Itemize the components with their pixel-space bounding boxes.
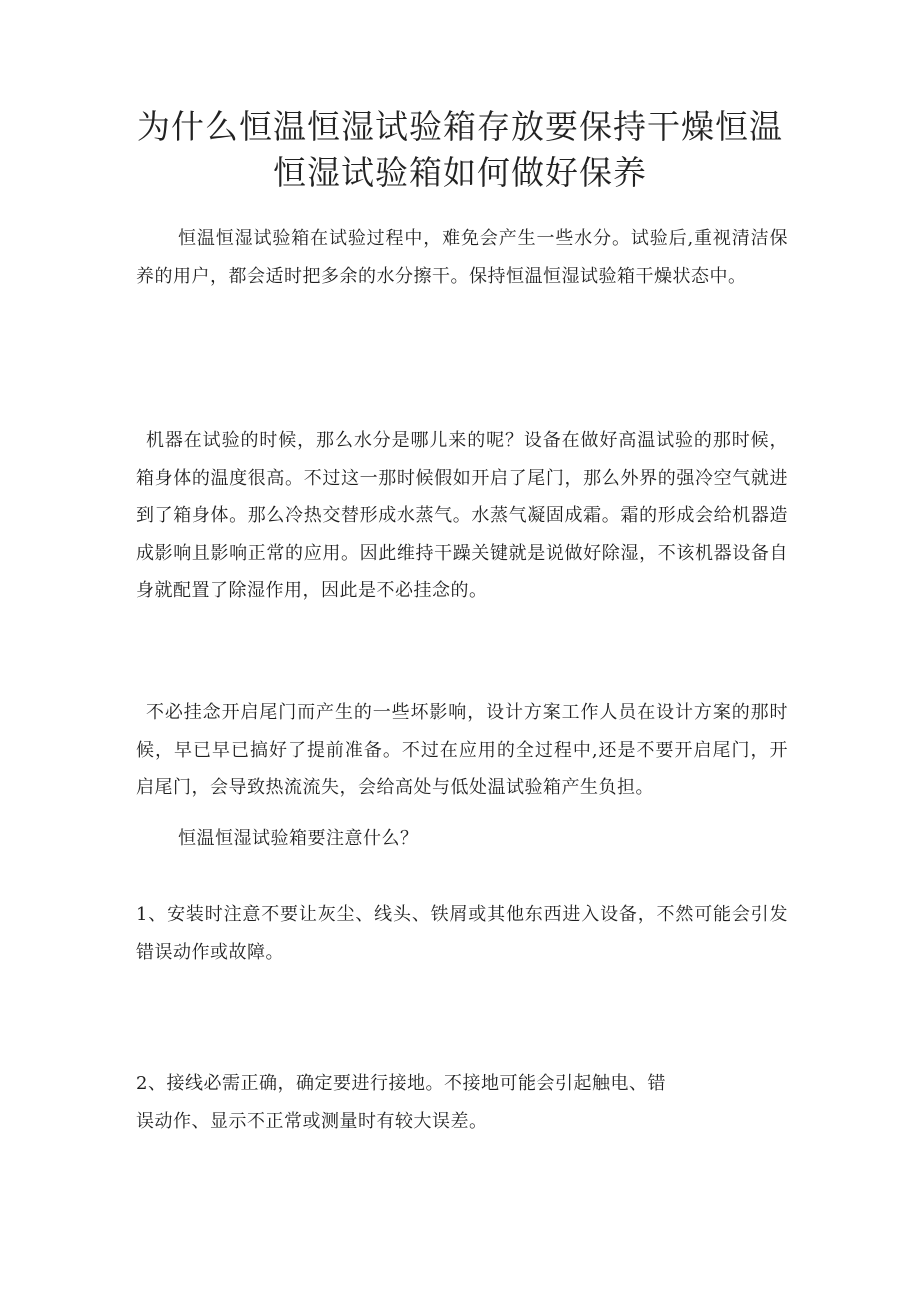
paragraph-door-effect: 不必挂念开启尾门而产生的一些坏影响，设计方案工作人员在设计方案的那时候，早已早已搞好了提前准备。不过在应用的全过程中,还是不要开启尾门，开启尾门，会导致热流流失，会给高处与低处温试验箱产生负担。 xyxy=(136,702,788,798)
paragraph-moisture-source: 机器在试验的时候，那么水分是哪儿来的呢？设备在做好高温试验的那时候，箱身体的温度很高。不过这一那时候假如开启了尾门，那么外界的强冷空气就进到了箱身体。那么冷热交替形成水蒸气。水蒸气凝固成霜。霜的形成会给机器造成影响且影响正常的应用。因此维持干躁关键就是说做好除湿，不该机器设备自身就配置了除湿作用，因此是不必挂念的。 xyxy=(136,430,788,601)
list-item-1: 1、安装时注意不要让灰尘、线头、铁屑或其他东西进入设备，不然可能会引发错误动作或故障。 xyxy=(136,904,788,963)
list-item-2 xyxy=(136,1065,788,1140)
paragraph-intro: 恒温恒湿试验箱在试验过程中，难免会产生一些水分。试验后,重视清洁保养的用户，都会适时把多余的水分擦干。保持恒温恒湿试验箱干燥状态中。 xyxy=(136,228,788,287)
paragraph-notice-heading: 恒温恒湿试验箱要注意什么？ xyxy=(178,828,419,849)
document-title: 为什么恒温恒湿试验箱存放要保持干燥恒温恒湿试验箱如何做好保养 xyxy=(137,107,783,192)
list-item-2-line-2: 误动作、显示不正常或测量时有较大误差。 xyxy=(136,1110,488,1132)
list-item-2-line-1: 2、接线必需正确，确定要进行接地。不接地可能会引起触电、错 xyxy=(136,1073,666,1094)
